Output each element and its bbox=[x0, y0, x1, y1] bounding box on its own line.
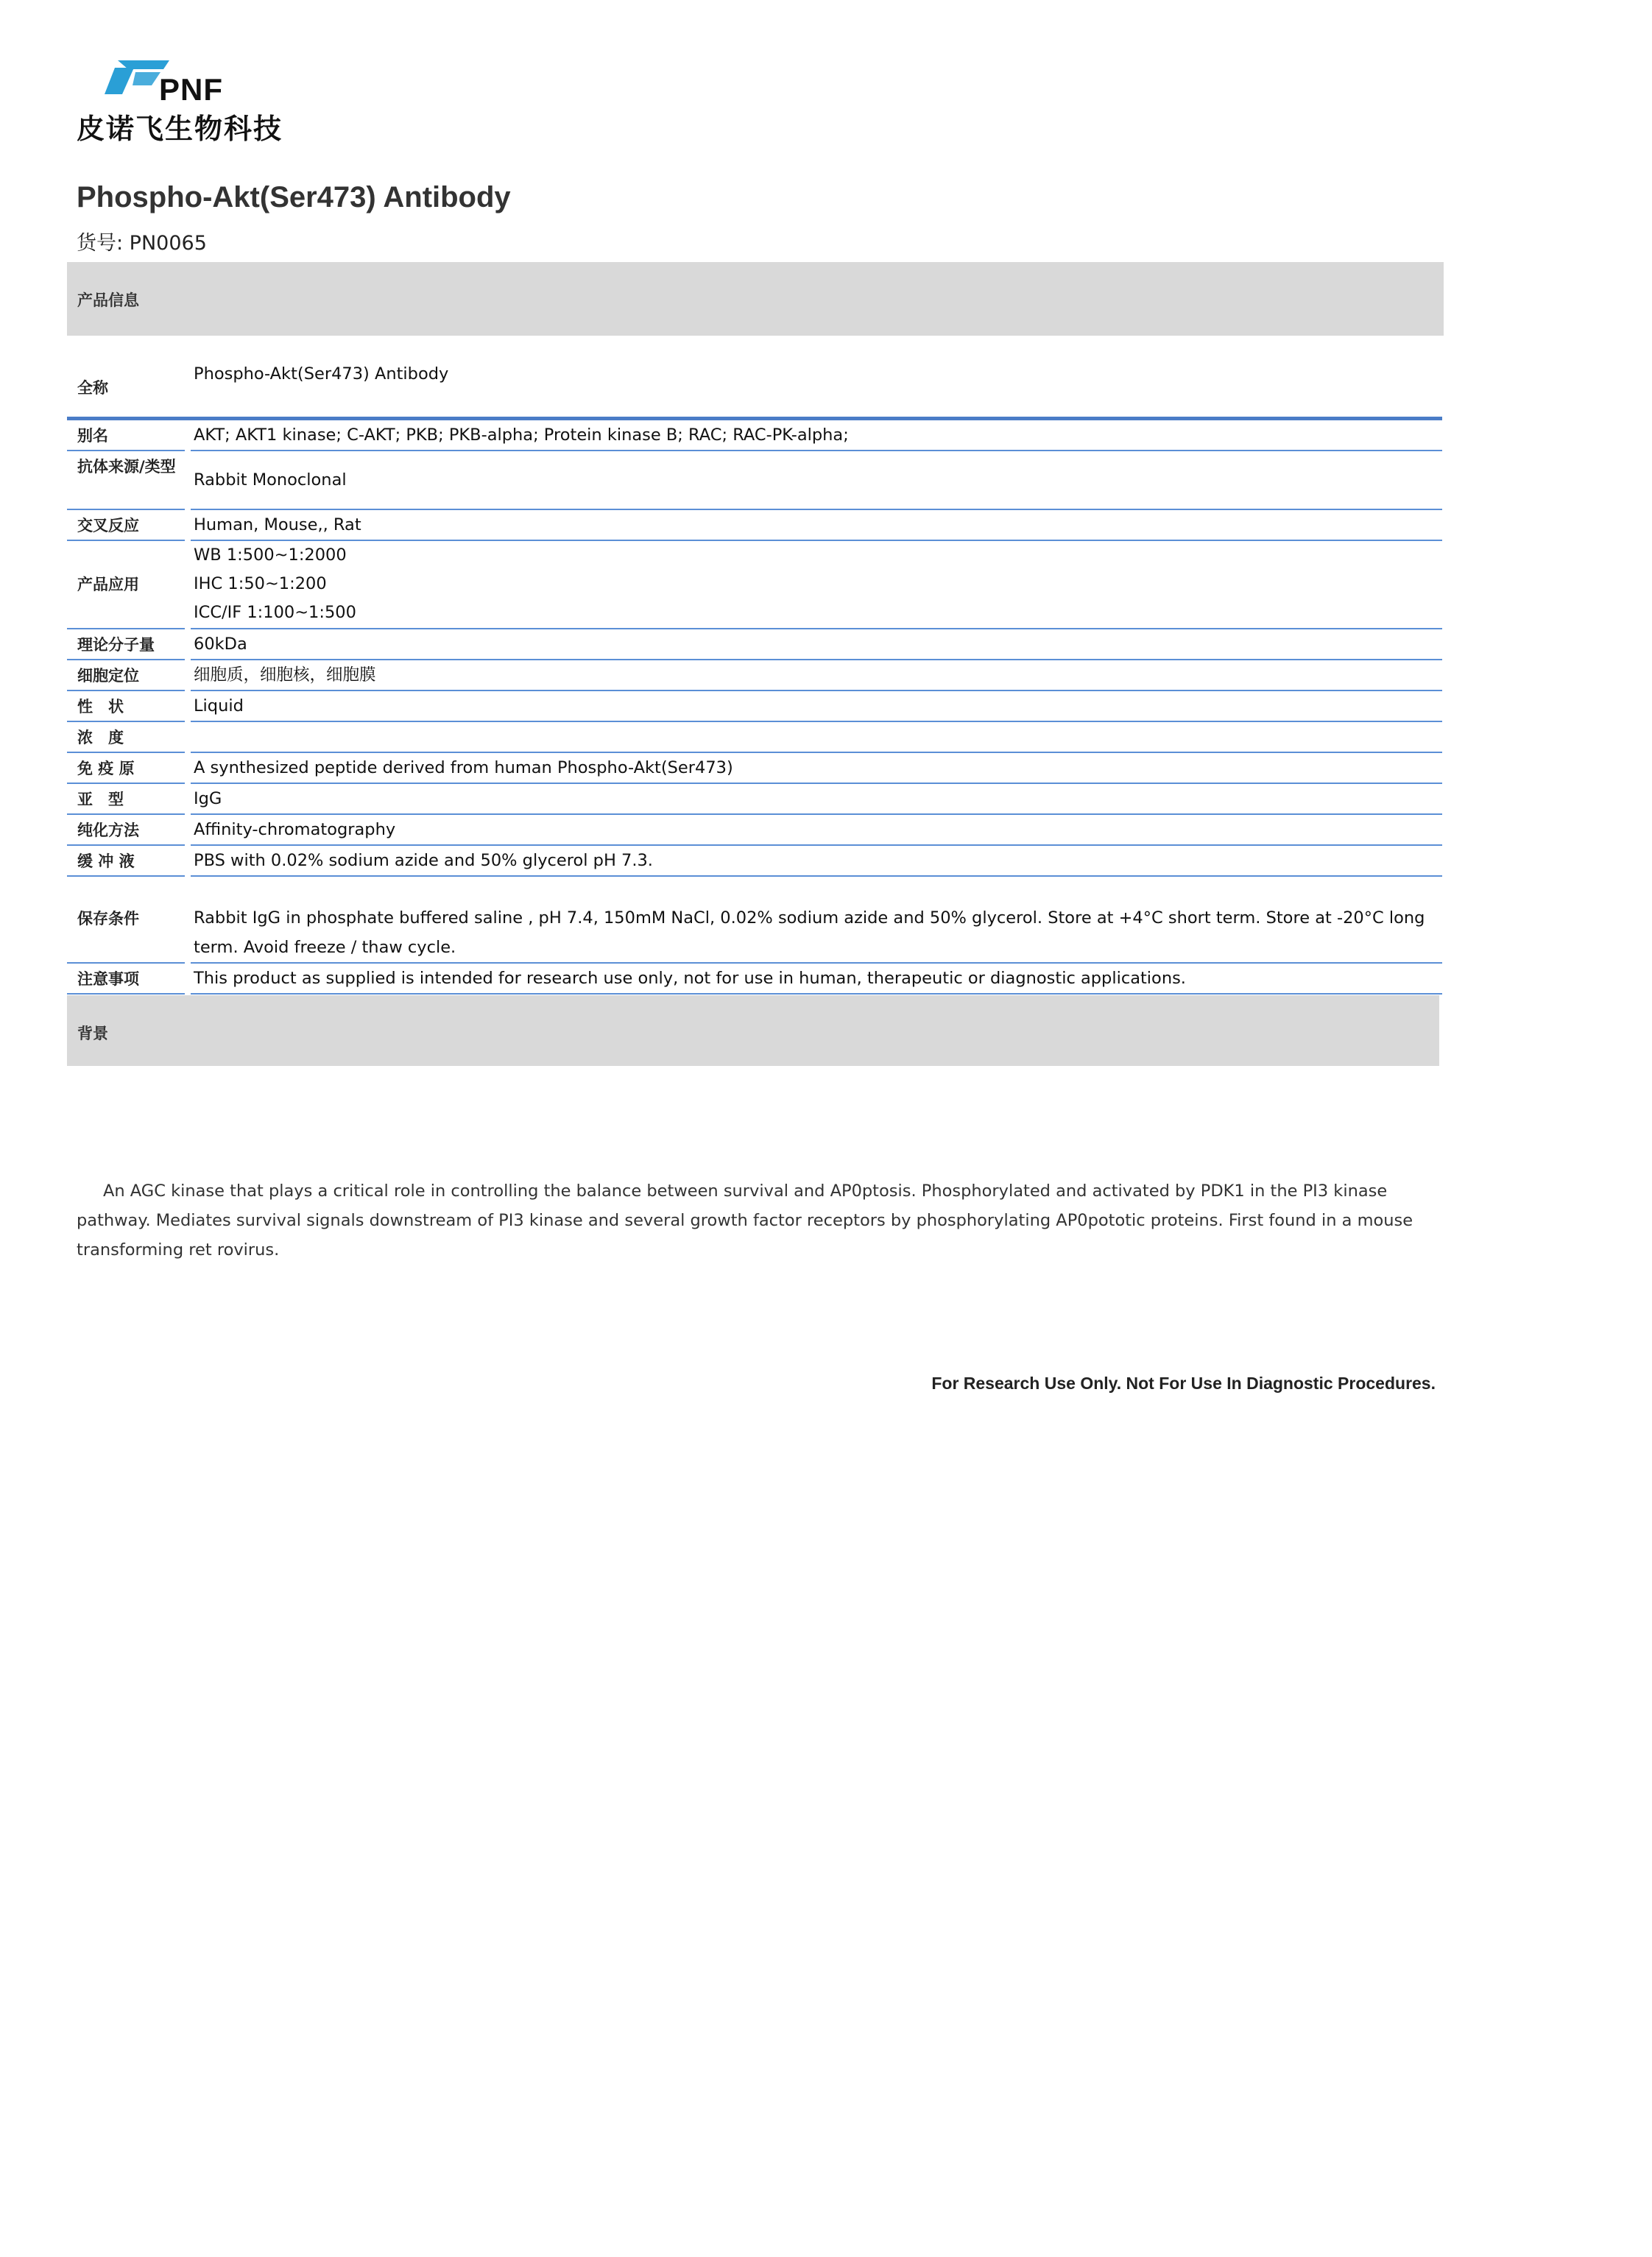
spec-label: 产品应用 bbox=[77, 576, 139, 593]
spec-row-concentration bbox=[67, 722, 1442, 753]
spec-label: 细胞定位 bbox=[77, 667, 139, 685]
spec-row-source bbox=[67, 451, 1442, 510]
logo-text: PNF bbox=[159, 72, 223, 107]
spec-value: IgG bbox=[194, 789, 222, 808]
spec-label: 浓 度 bbox=[77, 729, 124, 746]
spec-row-mw bbox=[67, 629, 1442, 660]
background-section-header bbox=[67, 995, 1439, 1066]
spec-label: 注意事项 bbox=[77, 970, 139, 988]
company-name: 皮诺飞生物科技 bbox=[77, 113, 283, 145]
spec-row-buffer bbox=[67, 846, 1442, 877]
spec-value: AKT; AKT1 kinase; C-AKT; PKB; PKB-alpha; Protein kinase B; RAC; RAC-PK-alpha; bbox=[194, 425, 849, 445]
spec-label: 交叉反应 bbox=[77, 517, 139, 534]
section-label: 背景 bbox=[77, 1025, 108, 1042]
spec-value: Liquid bbox=[194, 696, 244, 716]
spec-row-purification bbox=[67, 815, 1442, 846]
spec-value: Rabbit Monoclonal bbox=[194, 470, 347, 490]
spec-row-notes bbox=[67, 964, 1442, 995]
spec-label: 别名 bbox=[77, 427, 108, 445]
spec-value: Affinity-chromatography bbox=[194, 820, 396, 839]
spec-row-isotype bbox=[67, 784, 1442, 815]
product-title: Phospho-Akt(Ser473) Antibody bbox=[77, 181, 511, 213]
spec-value: A synthesized peptide derived from human Phospho-Akt(Ser473) bbox=[194, 758, 733, 777]
spec-label: 理论分子量 bbox=[77, 636, 155, 654]
spec-row-full-name bbox=[67, 336, 1442, 420]
background-paragraph: An AGC kinase that plays a critical role in controlling the balance between survival and AP0ptosis. Phosphorylated and activated by PDK1 in the PI3 kinase pathway. Mediates survival signals downstream of PI3 kinase and several growth factor receptors by phosphorylating AP0pototic proteins. First found in a mouse transforming ret rovirus. bbox=[77, 1182, 1413, 1260]
spec-value: 60kDa bbox=[194, 635, 247, 654]
spec-label: 性 状 bbox=[77, 698, 124, 716]
spec-row-immunogen bbox=[67, 753, 1442, 784]
spec-row-storage bbox=[67, 877, 1442, 964]
spec-table bbox=[67, 336, 1442, 995]
company-logo bbox=[77, 59, 290, 147]
catalog-number: 货号: PN0065 bbox=[77, 232, 207, 255]
spec-label: 全称 bbox=[77, 379, 108, 397]
spec-value: This product as supplied is intended for research use only, not for use in human, therapeutic or diagnostic applications. bbox=[194, 969, 1186, 988]
spec-value: WB 1:500~1:2000 IHC 1:50~1:200 ICC/IF 1:100~1:500 bbox=[194, 545, 356, 622]
spec-label: 抗体来源/类型 bbox=[77, 458, 176, 476]
spec-label: 保存条件 bbox=[77, 910, 139, 928]
spec-row-localization bbox=[67, 660, 1442, 691]
research-use-disclaimer: For Research Use Only. Not For Use In Diagnostic Procedures. bbox=[931, 1374, 1436, 1393]
product-info-section-header bbox=[67, 262, 1444, 336]
section-label: 产品信息 bbox=[77, 292, 139, 309]
spec-label: 亚 型 bbox=[77, 791, 124, 808]
spec-row-application bbox=[67, 541, 1442, 629]
spec-value: PBS with 0.02% sodium azide and 50% glycerol pH 7.3. bbox=[194, 851, 653, 870]
spec-label: 缓 冲 液 bbox=[77, 852, 135, 870]
spec-label: 纯化方法 bbox=[77, 822, 139, 839]
spec-value: 细胞质，细胞核，细胞膜 bbox=[194, 665, 376, 685]
spec-row-reactivity bbox=[67, 510, 1442, 541]
spec-value: Human, Mouse,, Rat bbox=[194, 515, 361, 534]
spec-value: Rabbit IgG in phosphate buffered saline , pH 7.4, 150mM NaCl, 0.02% sodium azide and 50% glycerol. Store at +4°C short term. Store at -20°C long term. Avoid freeze / thaw cycle. bbox=[194, 908, 1425, 957]
spec-label: 免 疫 原 bbox=[77, 760, 135, 777]
spec-value: Phospho-Akt(Ser473) Antibody bbox=[194, 364, 449, 384]
spec-row-form bbox=[67, 691, 1442, 722]
spec-row-alias bbox=[67, 420, 1442, 451]
